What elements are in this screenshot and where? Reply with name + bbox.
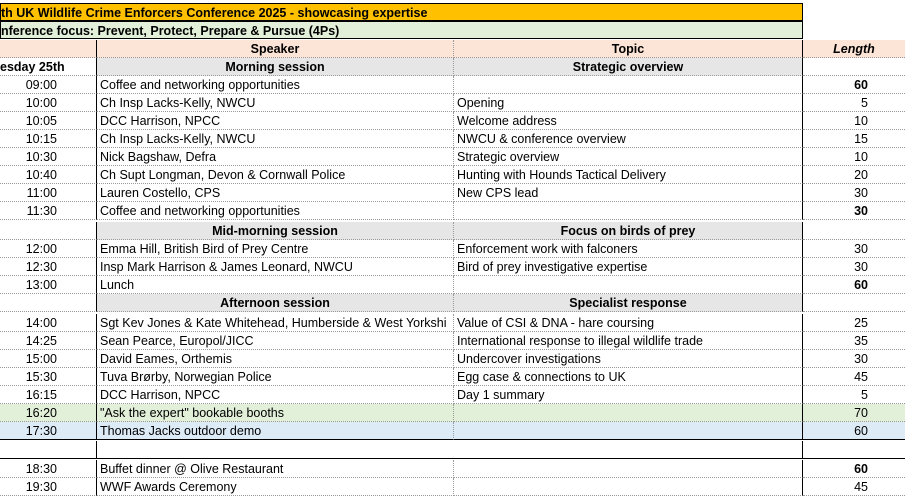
- time-cell[interactable]: 16:15: [0, 386, 97, 404]
- header-speaker[interactable]: Speaker: [97, 40, 454, 58]
- topic-cell[interactable]: [454, 441, 803, 459]
- length-cell[interactable]: 45: [803, 478, 905, 496]
- table-row[interactable]: [0, 202, 905, 220]
- header-time-cell[interactable]: [0, 40, 97, 58]
- topic-cell[interactable]: [454, 404, 803, 422]
- topic-cell[interactable]: [454, 460, 803, 478]
- topic-cell[interactable]: Welcome address: [454, 112, 803, 130]
- speaker-cell[interactable]: WWF Awards Ceremony: [97, 478, 454, 496]
- table-row[interactable]: [0, 94, 905, 112]
- length-cell[interactable]: [803, 222, 905, 240]
- length-cell[interactable]: 60: [803, 460, 905, 478]
- time-cell[interactable]: 10:30: [0, 148, 97, 166]
- time-cell[interactable]: 10:40: [0, 166, 97, 184]
- speaker-cell[interactable]: Coffee and networking opportunities: [97, 202, 454, 220]
- focus-row[interactable]: [0, 21, 905, 39]
- table-row[interactable]: [0, 314, 905, 332]
- length-cell[interactable]: 30: [803, 202, 905, 220]
- topic-cell[interactable]: Bird of prey investigative expertise: [454, 258, 803, 276]
- table-row[interactable]: [0, 184, 905, 202]
- table-row[interactable]: [0, 240, 905, 258]
- length-cell[interactable]: 25: [803, 314, 905, 332]
- length-cell[interactable]: 30: [803, 184, 905, 202]
- time-cell[interactable]: 12:30: [0, 258, 97, 276]
- speaker-cell[interactable]: Tuva Brørby, Norwegian Police: [97, 368, 454, 386]
- topic-cell[interactable]: Day 1 summary: [454, 386, 803, 404]
- time-cell[interactable]: 11:30: [0, 202, 97, 220]
- time-cell[interactable]: 10:05: [0, 112, 97, 130]
- speaker-cell[interactable]: Sgt Kev Jones & Kate Whitehead, Humberside & West Yorkshi: [97, 314, 454, 332]
- section-row-midmorning[interactable]: [0, 222, 905, 240]
- speaker-cell[interactable]: Sean Pearce, Europol/JICC: [97, 332, 454, 350]
- speaker-cell[interactable]: Lunch: [97, 276, 454, 294]
- topic-cell[interactable]: [454, 276, 803, 294]
- speaker-cell[interactable]: Thomas Jacks outdoor demo: [97, 422, 454, 440]
- time-cell[interactable]: [0, 222, 97, 240]
- session-afternoon-topic[interactable]: Specialist response: [454, 294, 803, 312]
- time-cell[interactable]: 14:00: [0, 314, 97, 332]
- length-cell[interactable]: 30: [803, 240, 905, 258]
- title-row[interactable]: [0, 3, 905, 21]
- table-row[interactable]: [0, 112, 905, 130]
- time-cell[interactable]: 18:30: [0, 460, 97, 478]
- topic-cell[interactable]: Undercover investigations: [454, 350, 803, 368]
- topic-cell[interactable]: [454, 202, 803, 220]
- length-cell[interactable]: 10: [803, 112, 905, 130]
- speaker-cell[interactable]: Buffet dinner @ Olive Restaurant: [97, 460, 454, 478]
- length-cell[interactable]: 45: [803, 368, 905, 386]
- table-row[interactable]: [0, 166, 905, 184]
- table-row[interactable]: [0, 350, 905, 368]
- time-cell[interactable]: 17:30: [0, 422, 97, 440]
- blank-row[interactable]: [0, 441, 905, 459]
- table-row[interactable]: [0, 422, 905, 440]
- time-cell[interactable]: 10:00: [0, 94, 97, 112]
- table-row[interactable]: [0, 386, 905, 404]
- topic-cell[interactable]: Opening: [454, 94, 803, 112]
- time-cell[interactable]: 13:00: [0, 276, 97, 294]
- session-midmorning[interactable]: Mid-morning session: [97, 222, 454, 240]
- table-row[interactable]: [0, 368, 905, 386]
- time-cell[interactable]: 16:20: [0, 404, 97, 422]
- day-label[interactable]: esday 25th: [0, 58, 97, 76]
- session-morning-topic[interactable]: Strategic overview: [454, 58, 803, 76]
- header-length[interactable]: Length: [803, 40, 905, 58]
- conference-title[interactable]: th UK Wildlife Crime Enforcers Conference 2025 - showcasing expertise: [0, 3, 803, 21]
- length-cell[interactable]: 60: [803, 76, 905, 94]
- topic-cell[interactable]: [454, 478, 803, 496]
- speaker-cell[interactable]: "Ask the expert" bookable booths: [97, 404, 454, 422]
- conference-focus[interactable]: nference focus: Prevent, Protect, Prepare & Pursue (4Ps): [0, 21, 803, 39]
- table-row[interactable]: [0, 478, 905, 496]
- speaker-cell[interactable]: Lauren Costello, CPS: [97, 184, 454, 202]
- topic-cell[interactable]: Hunting with Hounds Tactical Delivery: [454, 166, 803, 184]
- length-cell[interactable]: 10: [803, 148, 905, 166]
- section-row-afternoon[interactable]: [0, 294, 905, 312]
- time-cell[interactable]: 14:25: [0, 332, 97, 350]
- speaker-cell[interactable]: David Eames, Orthemis: [97, 350, 454, 368]
- time-cell[interactable]: [0, 441, 97, 459]
- topic-cell[interactable]: Egg case & connections to UK: [454, 368, 803, 386]
- length-cell[interactable]: 5: [803, 386, 905, 404]
- topic-cell[interactable]: NWCU & conference overview: [454, 130, 803, 148]
- table-row[interactable]: [0, 258, 905, 276]
- speaker-cell[interactable]: DCC Harrison, NPCC: [97, 386, 454, 404]
- table-row[interactable]: [0, 332, 905, 350]
- speaker-cell[interactable]: [97, 441, 454, 459]
- header-row[interactable]: [0, 40, 905, 58]
- topic-cell[interactable]: [454, 76, 803, 94]
- length-cell[interactable]: 60: [803, 276, 905, 294]
- table-row[interactable]: [0, 404, 905, 422]
- time-cell[interactable]: 15:00: [0, 350, 97, 368]
- time-cell[interactable]: 19:30: [0, 478, 97, 496]
- time-cell[interactable]: 12:00: [0, 240, 97, 258]
- length-cell[interactable]: 35: [803, 332, 905, 350]
- length-cell[interactable]: 15: [803, 130, 905, 148]
- speaker-cell[interactable]: Insp Mark Harrison & James Leonard, NWCU: [97, 258, 454, 276]
- time-cell[interactable]: 11:00: [0, 184, 97, 202]
- topic-cell[interactable]: Strategic overview: [454, 148, 803, 166]
- table-row[interactable]: [0, 276, 905, 294]
- length-cell[interactable]: 20: [803, 166, 905, 184]
- length-cell[interactable]: 30: [803, 258, 905, 276]
- topic-cell[interactable]: [454, 422, 803, 440]
- length-cell[interactable]: 70: [803, 404, 905, 422]
- time-cell[interactable]: 09:00: [0, 76, 97, 94]
- session-midmorning-topic[interactable]: Focus on birds of prey: [454, 222, 803, 240]
- speaker-cell[interactable]: Ch Insp Lacks-Kelly, NWCU: [97, 130, 454, 148]
- length-cell[interactable]: [803, 58, 905, 76]
- speaker-cell[interactable]: Emma Hill, British Bird of Prey Centre: [97, 240, 454, 258]
- speaker-cell[interactable]: Coffee and networking opportunities: [97, 76, 454, 94]
- time-cell[interactable]: [0, 294, 97, 312]
- length-cell[interactable]: 60: [803, 422, 905, 440]
- table-row[interactable]: [0, 130, 905, 148]
- topic-cell[interactable]: Value of CSI & DNA - hare coursing: [454, 314, 803, 332]
- section-row-morning[interactable]: [0, 58, 905, 76]
- time-cell[interactable]: 15:30: [0, 368, 97, 386]
- topic-cell[interactable]: Enforcement work with falconers: [454, 240, 803, 258]
- speaker-cell[interactable]: Ch Insp Lacks-Kelly, NWCU: [97, 94, 454, 112]
- table-row[interactable]: [0, 460, 905, 478]
- table-row[interactable]: [0, 76, 905, 94]
- topic-cell[interactable]: New CPS lead: [454, 184, 803, 202]
- session-morning[interactable]: Morning session: [97, 58, 454, 76]
- table-row[interactable]: [0, 148, 905, 166]
- topic-cell[interactable]: International response to illegal wildlife trade: [454, 332, 803, 350]
- speaker-cell[interactable]: Nick Bagshaw, Defra: [97, 148, 454, 166]
- length-cell[interactable]: 30: [803, 350, 905, 368]
- header-topic[interactable]: Topic: [454, 40, 803, 58]
- speaker-cell[interactable]: DCC Harrison, NPCC: [97, 112, 454, 130]
- session-afternoon[interactable]: Afternoon session: [97, 294, 454, 312]
- speaker-cell[interactable]: Ch Supt Longman, Devon & Cornwall Police: [97, 166, 454, 184]
- length-cell[interactable]: [803, 441, 905, 459]
- time-cell[interactable]: 10:15: [0, 130, 97, 148]
- length-cell[interactable]: [803, 294, 905, 312]
- length-cell[interactable]: 5: [803, 94, 905, 112]
